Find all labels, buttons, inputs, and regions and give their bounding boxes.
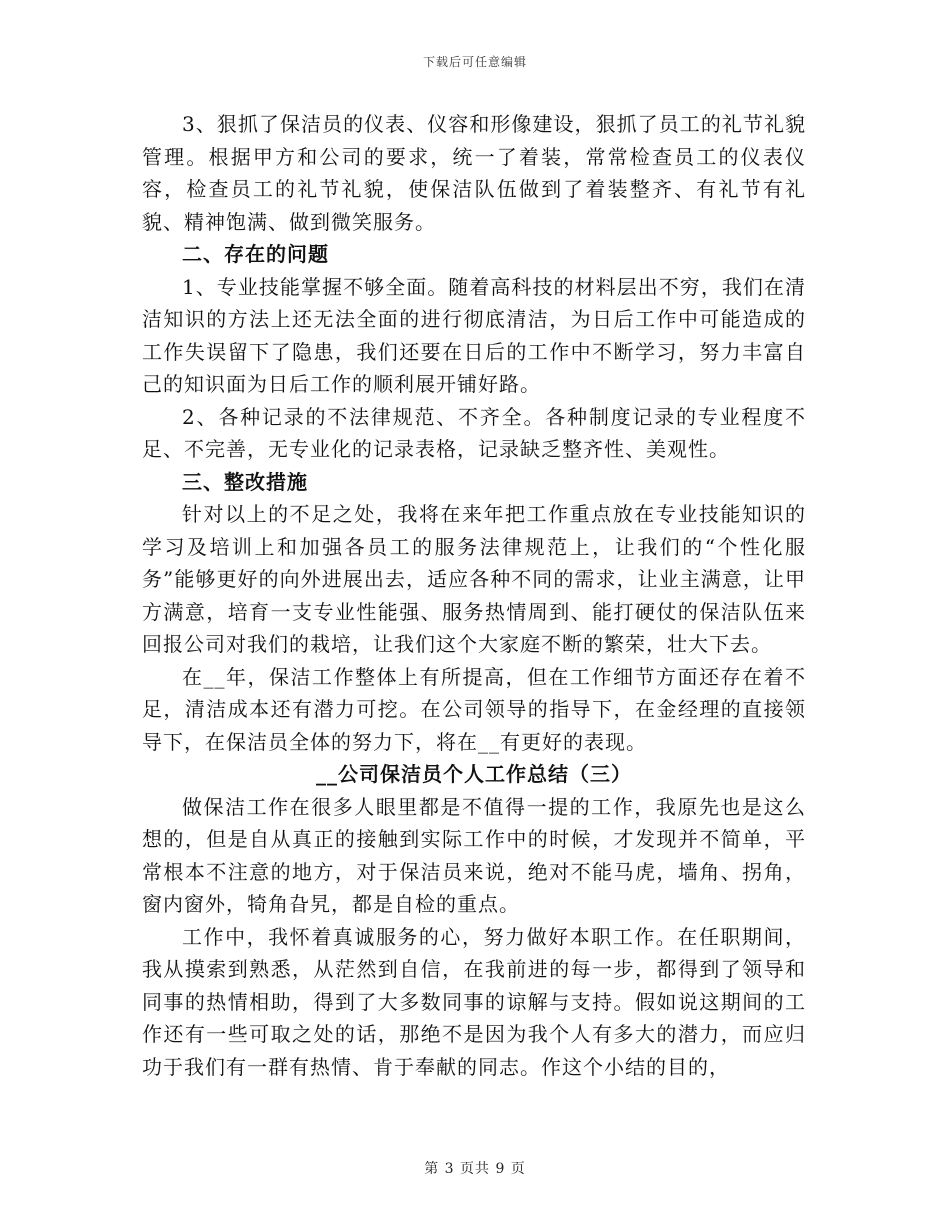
paragraph-skills: 1、专业技能掌握不够全面。随着高科技的材料层出不穷，我们在清洁知识的方法上还无法全面的进行彻底清洁，为日后工作中可能造成的工作失误留下了隐患，我们还要在日后的工作中不断学习，努力丰富自己的知识面为日后工作的顺利展开铺好路。 bbox=[142, 274, 806, 396]
paragraph-service: 工作中，我怀着真诚服务的心，努力做好本职工作。在任职期间，我从摸索到熟悉，从茫然到自信，在我前进的每一步，都得到了领导和同事的热情相助，得到了大多数同事的谅解与支持。假如说这期间的工作还有一些可取之处的话，那绝不是因为我个人有多大的潜力，而应归功于我们有一群有热情、肯于奉献的同志。作这个小结的目的， bbox=[142, 924, 806, 1079]
paragraph-records: 2、各种记录的不法律规范、不齐全。各种制度记录的专业程度不足、不完善，无专业化的记录表格，记录缺乏整齐性、美观性。 bbox=[142, 404, 806, 461]
section-title: __公司保洁员个人工作总结（三） bbox=[316, 762, 632, 786]
paragraph-outlook: 在__年，保洁工作整体上有所提高，但在工作细节方面还存在着不足，清洁成本还有潜力可挖。在公司领导的指导下，在金经理的直接领导下，在保洁员全体的努力下，将在__有更好的表现。 bbox=[142, 664, 806, 754]
page-header: 下载后可任意编辑 bbox=[422, 55, 527, 69]
paragraph-etiquette: 3、狠抓了保洁员的仪表、仪容和形像建设，狠抓了员工的礼节礼貌管理。根据甲方和公司的要求，统一了着装，常常检查员工的仪表仪容，检查员工的礼节礼貌，使保洁队伍做到了着装整齐、有礼节有礼貌、精神饱满、做到微笑服务。 bbox=[142, 112, 806, 234]
heading-existing-problems: 二、存在的问题 bbox=[182, 242, 329, 266]
document-body bbox=[142, 108, 806, 1083]
heading-rectification: 三、整改措施 bbox=[182, 469, 308, 494]
paragraph-intro: 做保洁工作在很多人眼里都是不值得一提的工作，我原先也是这么想的，但是自从真正的接触到实际工作中的时候，才发现并不简单，平常根本不注意的地方，对于保洁员来说，绝对不能马虎，墙角、拐角，窗内窗外，犄角旮旯，都是自检的重点。 bbox=[142, 794, 806, 916]
page-footer: 第 3 页共 9 页 bbox=[424, 1161, 526, 1177]
paragraph-measures: 针对以上的不足之处，我将在来年把工作重点放在专业技能知识的学习及培训上和加强各员工的服务法律规范上，让我们的“个性化服务”能够更好的向外进展出去，适应各种不同的需求，让业主满意，让甲方满意，培育一支专业性能强、服务热情周到、能打硬仗的保洁队伍来回报公司对我们的栽培，让我们这个大家庭不断的繁荣，壮大下去。 bbox=[142, 502, 806, 656]
